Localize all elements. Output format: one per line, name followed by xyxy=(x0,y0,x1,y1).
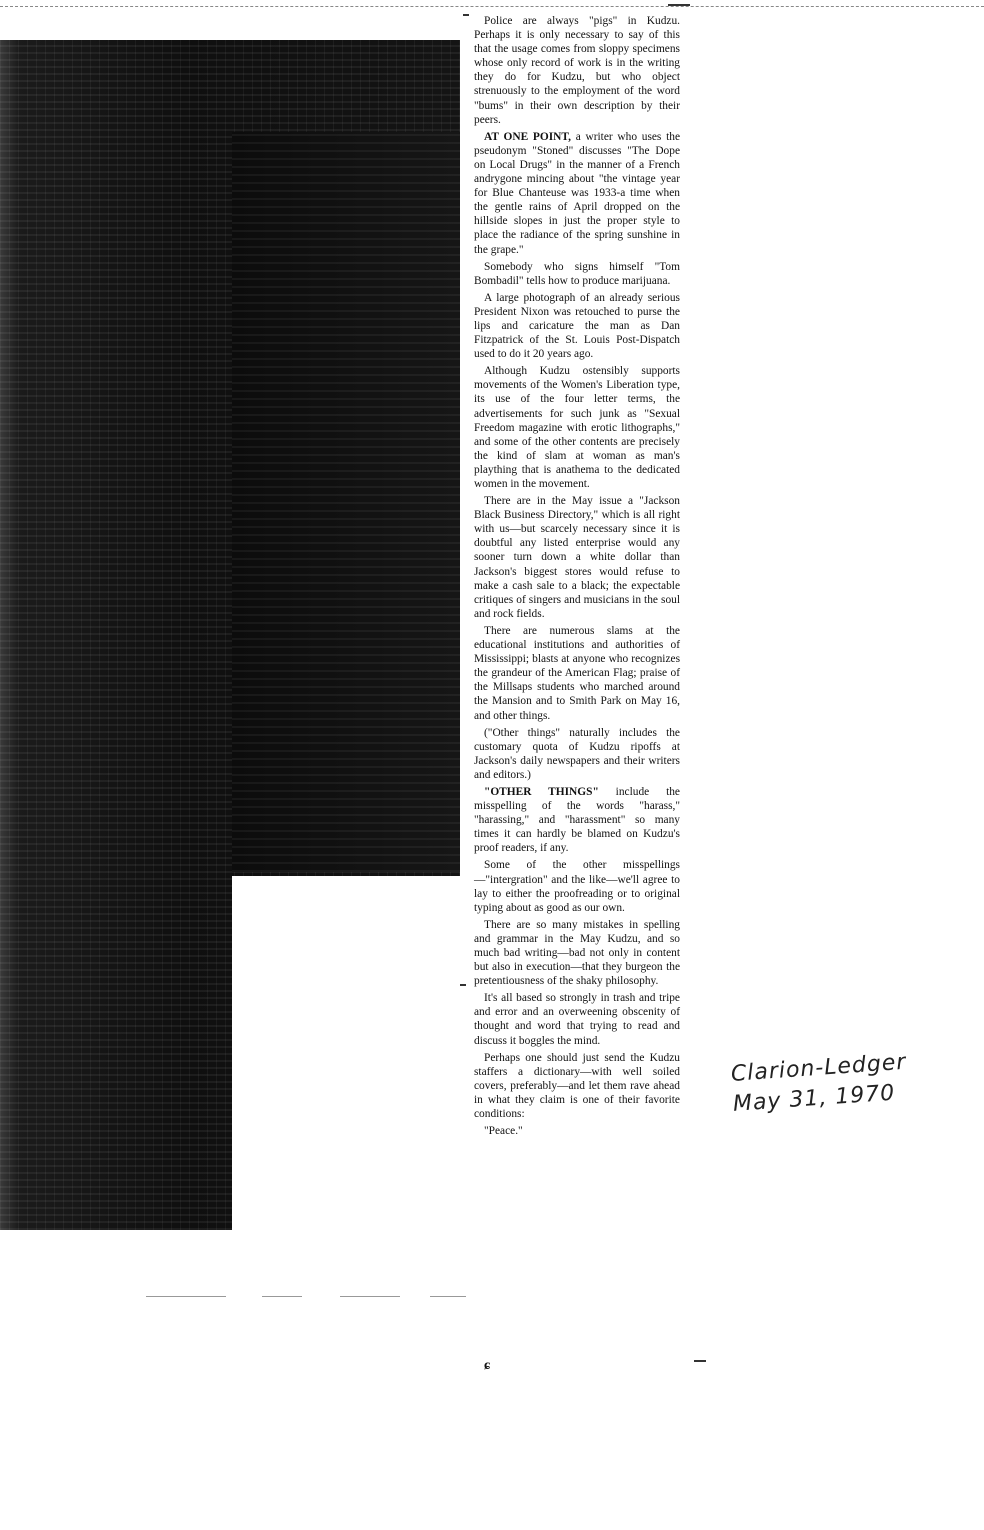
scan-mark xyxy=(340,1296,400,1297)
article-paragraph: There are in the May issue a "Jackson Black Business Directory," which is all right with us—but scarcely necessary since it is doubtful any listed enterprise would any sooner turn down a white dollar than Jackson's biggest stores would refuse to make a cash sale to a black; the expectable critiques of singers and musicians in the soul and rock fields. xyxy=(474,495,680,620)
article-paragraph: Perhaps one should just send the Kudzu staffers a dictionary—with well soiled covers, preferably—and let them rave ahead in what they claim is one of their favorite conditions: xyxy=(474,1051,680,1121)
scan-mark xyxy=(430,1296,466,1297)
article-paragraph: Police are always "pigs" in Kudzu. Perhaps it is only necessary to say of this that the usage comes from sloppy specimens whose only record of work is in the writing they do for Kudzu, but who object strenuously to the employment of the word "bums" in their own description by their peers. xyxy=(474,15,680,126)
article-closing-line: "Peace." xyxy=(484,1125,523,1138)
article-paragraph: Some of the other misspellings—"intergration" and the like—we'll agree to lay to either the proofreading or to original typing about as good as our own. xyxy=(474,859,680,914)
scan-mark xyxy=(146,1296,226,1297)
handwritten-source-note xyxy=(730,1045,954,1120)
handwritten-publication: Clarion-Ledger xyxy=(730,1049,908,1087)
margin-dash xyxy=(463,14,469,16)
margin-dash xyxy=(694,1360,706,1362)
article-paragraph: There are numerous slams at the educational institutions and authorities of Mississippi; blasts at anyone who recognizes the grandeur of the American Flag; praise of the Millsaps students who marched around the Mansion and to Smith Park on May 16, and other things. xyxy=(474,624,680,722)
end-mark: ɕ xyxy=(484,1358,491,1373)
margin-dash xyxy=(668,4,690,6)
article-paragraph: Somebody who signs himself "Tom Bombadil" tells how to produce marijuana. xyxy=(474,260,680,287)
article-paragraph: It's all based so strongly in trash and tripe and error and an overweening obscenity of thought and word that trying to read and discuss it boggles the mind. xyxy=(474,992,680,1047)
article-paragraph: AT ONE POINT, a writer who uses the pseudonym "Stoned" discusses "The Dope on Local Drugs" in the manner of a French andrygone mincing about "the vintage year for Blue Chanteuse was 1933-a time when the gentle rains of April dropped on the hillside slopes in just the proper style to place the radiance of the spring sunshine in the grape." xyxy=(474,130,680,256)
handwritten-date: May 31, 1970 xyxy=(732,1080,897,1117)
article-paragraph: A large photograph of an already serious President Nixon was retouched to purse the lips and caricature the man as Dan Fitzpatrick of the St. Louis Post-Dispatch used to do it 20 years ago. xyxy=(474,291,680,361)
article-paragraph: There are so many mistakes in spelling and grammar in the May Kudzu, and so much bad writing—bad not only in content but also in execution—that they burgeon the pretentiousness of the shaky philosophy. xyxy=(474,918,680,988)
article-paragraph: "OTHER THINGS" include the misspelling of the words "harass," "harassing," and "harassment" so many times it can hardly be blamed on Kudzu's proof readers, if any. xyxy=(474,785,680,855)
article-paragraph: ("Other things" naturally includes the customary quota of Kudzu ripoffs at Jackson's daily newspapers and their writers and editors.) xyxy=(474,726,680,781)
scan-mark xyxy=(262,1296,302,1297)
blank-notch xyxy=(232,876,460,1236)
photocopied-dark-column xyxy=(232,132,460,872)
article-column xyxy=(474,14,680,1141)
article-paragraph: Although Kudzu ostensibly supports movements of the Women's Liberation type, its use of the four letter terms, the advertisements for such junk as "Sexual Freedom magazine with erotic lithographs," and some of the other contents are precisely the kind of slam at woman as man's plaything that is anathema to the dedicated women in the movement. xyxy=(474,365,680,490)
top-dashed-rule xyxy=(0,6,984,7)
margin-dash xyxy=(460,984,466,986)
